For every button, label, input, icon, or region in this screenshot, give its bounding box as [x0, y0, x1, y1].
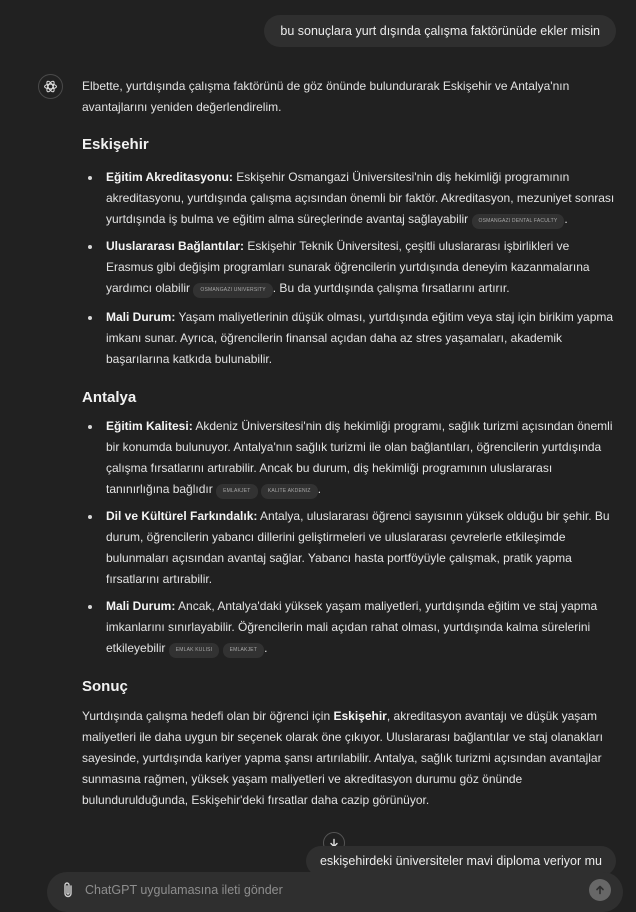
item-label: Mali Durum:: [106, 599, 176, 613]
item-label: Dil ve Kültürel Farkındalık:: [106, 509, 258, 523]
conclusion-heading: Sonuç: [82, 678, 128, 695]
source-chip[interactable]: EMLAKJET: [223, 643, 264, 658]
source-chip[interactable]: OSMANGAZI UNIVERSITY: [193, 283, 272, 298]
conclusion-text: [82, 706, 616, 811]
conclusion-post: , akreditasyon avantajı ve düşük yaşam maliyetleri ile daha uygun bir seçenek olarak öne çıkıyor. Uluslararası bağlantılar ve staj olanakları sayesinde, yurtdışında kariyer yapma şansı artırılabilir. Antalya, sağlık turizmi açısından avantajlar sunmasına rağmen, yüksek yaşam maliyetleri ve akreditasyon durumu göz önünde bulundurulduğunda, Eskişehir'deki fırsatlar daha cazip görünüyor.: [82, 709, 603, 807]
item-text: Akdeniz Üniversitesi'nin diş hekimliği programı, sağlık turizmi açısından önemli bir konumda bulunuyor. Antalya'nın sağlık turizmi ile olan bağlantıları, öğrencilerin yurtdışında çalışma fırsatlarını artırabilir. Ancak bu durum, diş hekimliği programının uluslararası tanınırlığına bağlıdır: [106, 419, 613, 496]
source-chip[interactable]: EMLAKJET: [216, 484, 257, 499]
list-item: [82, 506, 616, 590]
item-text: Eskişehir Osmangazi Üniversitesi'nin diş hekimliği programının akreditasyonu, yurtdışında çalışma açısından önemli bir faktör. Akreditasyon, mezuniyet sonrası yurtdışında iş bulma ve eğitim alma süreçlerinde avantaj sağlayabilir: [106, 170, 615, 226]
list-item: [82, 596, 616, 659]
eskisehir-list: [82, 167, 616, 370]
item-label: Eğitim Kalitesi:: [106, 419, 193, 433]
arrow-up-icon: [595, 885, 605, 895]
item-label: Mali Durum:: [106, 310, 176, 324]
antalya-list: [82, 416, 616, 659]
conclusion-bold: Eskişehir: [333, 709, 387, 723]
send-button[interactable]: [589, 879, 611, 901]
item-text: Eskişehir Teknik Üniversitesi, çeşitli uluslararası işbirlikleri ve Erasmus gibi değişim programları sunarak öğrencilerin yurtdışında deneyim kazanmalarına yardımcı olabilir: [106, 239, 590, 295]
conclusion-pre: Yurtdışında çalışma hedefi olan bir öğrenci için: [82, 709, 334, 723]
list-item: [82, 307, 616, 370]
item-text: Ancak, Antalya'daki yüksek yaşam maliyetleri, yurtdışında eğitim ve staj yapma imkanlarını sınırlayabilir. Öğrencilerin mali açıdan rahat olması, yurtdışında kalma sürelerini etkileyebilir: [106, 599, 598, 655]
antalya-heading: Antalya: [82, 389, 137, 406]
source-chip[interactable]: KALITE AKDENIZ: [261, 484, 318, 499]
assistant-intro: Elbette, yurtdışında çalışma faktörünü de göz önünde bulundurarak Eskişehir ve Antalya'nın avantajlarını yeniden değerlendirelim.: [82, 79, 570, 114]
list-item: [82, 167, 616, 230]
user-message-bubble: [264, 15, 616, 47]
assistant-avatar: [38, 74, 63, 99]
assistant-message: [82, 76, 616, 811]
item-end: . Bu da yurtdışında çalışma fırsatlarını artırır.: [272, 281, 510, 295]
source-chip[interactable]: EMLAK KULISI: [169, 643, 220, 658]
user-message-text: bu sonuçlara yurt dışında çalışma faktörünüde ekler misin: [280, 24, 600, 38]
eskisehir-heading: Eskişehir: [82, 136, 149, 153]
item-label: Eğitim Akreditasyonu:: [106, 170, 233, 184]
source-chip[interactable]: OSMANGAZI DENTAL FACULTY: [472, 214, 565, 229]
item-label: Uluslararası Bağlantılar:: [106, 239, 245, 253]
item-end: .: [264, 641, 268, 655]
message-composer[interactable]: [47, 872, 623, 912]
item-end: .: [564, 212, 568, 226]
list-item: [82, 236, 616, 299]
item-text: Yaşam maliyetlerinin düşük olması, yurtdışında eğitim veya staj için birikim yapma imkanı sunar. Ayrıca, öğrencilerin finansal açıdan daha az stres yaşamaları, akademik başarılarına katkıda bulunabilir.: [106, 310, 614, 366]
composer-placeholder[interactable]: ChatGPT uygulamasına ileti gönder: [85, 883, 283, 897]
user-message-text: eskişehirdeki üniversiteler mavi diploma veriyor mu: [319, 854, 602, 868]
paperclip-icon[interactable]: [61, 881, 75, 899]
item-end: .: [317, 482, 322, 496]
item-text: Antalya, uluslararası öğrenci sayısının yüksek olduğu bir şehir. Bu durum, öğrencilerin yabancı dillerini geliştirmeleri ve uluslararası çevrelerle etkileşimde bulunmaları açısından avantaj sağlar. Yabancı hasta portföyüyle çalışmak, pratik yapma fırsatlarını artırabilir.: [106, 509, 610, 586]
openai-logo-icon: [43, 79, 58, 94]
list-item: [82, 416, 616, 500]
